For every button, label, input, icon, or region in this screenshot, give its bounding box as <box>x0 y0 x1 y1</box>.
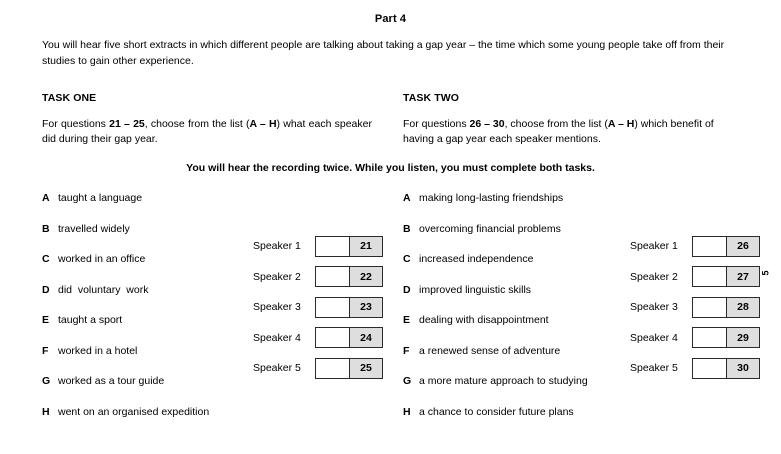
task-two-instruction <box>403 117 743 147</box>
speaker-label: Speaker 3 <box>630 301 678 314</box>
option-letter: E <box>403 314 411 326</box>
speaker-label: Speaker 3 <box>253 301 301 314</box>
task-two-answer-column <box>630 231 760 384</box>
speaker-label: Speaker 4 <box>253 331 301 344</box>
option-letter: B <box>403 222 411 235</box>
option-label: taught a sport <box>58 314 123 326</box>
option-letter: E <box>42 314 50 326</box>
list-item <box>42 284 272 315</box>
speaker-label: Speaker 2 <box>253 270 301 283</box>
speaker-row <box>630 262 760 293</box>
speaker-row <box>253 292 383 323</box>
option-label: worked in a hotel <box>58 344 138 357</box>
question-number: 22 <box>349 267 382 286</box>
answer-input[interactable] <box>693 328 726 347</box>
page-number: 5 <box>760 270 771 276</box>
intro-paragraph: You will hear five short extracts in which different people are talking about taking a gap year – the time which some young people take off from their studies to gain other experience. <box>42 39 725 67</box>
task-one-letter-range: A – H <box>249 118 277 130</box>
answer-input[interactable] <box>316 237 349 256</box>
option-letter: A <box>403 192 411 204</box>
list-item <box>403 253 633 284</box>
task-two-instruction-middle: , choose from the list ( <box>504 118 608 130</box>
option-letter: G <box>403 375 412 387</box>
list-item <box>42 253 272 284</box>
speaker-row <box>253 262 383 293</box>
speaker-row <box>630 353 760 384</box>
list-item <box>42 223 272 254</box>
answer-input[interactable] <box>693 298 726 317</box>
task-two-instruction-suffix: ) which benefit of having a gap year each speaker mentions. <box>403 118 714 145</box>
page-title: Part 4 <box>374 13 407 25</box>
question-number: 21 <box>349 237 382 256</box>
list-item <box>42 192 272 223</box>
answer-box[interactable] <box>692 266 760 287</box>
option-label: a more mature approach to studying <box>419 375 588 387</box>
task-one-answer-column <box>253 231 383 384</box>
task-two-letter-range: A – H <box>607 118 635 130</box>
speaker-label: Speaker 4 <box>630 331 678 344</box>
speaker-label: Speaker 5 <box>630 362 678 375</box>
task-one-instruction-middle: , choose from the list ( <box>144 118 250 130</box>
list-item <box>403 345 633 376</box>
option-letter: H <box>42 405 50 418</box>
list-item <box>403 375 633 406</box>
speaker-row <box>253 231 383 262</box>
task-one-question-range: 21 – 25 <box>109 118 145 130</box>
option-label: a chance to consider future plans <box>419 405 574 418</box>
option-letter: D <box>42 283 50 296</box>
answer-input[interactable] <box>316 298 349 317</box>
speaker-label: Speaker 5 <box>253 362 301 375</box>
list-item <box>42 345 272 376</box>
speaker-row <box>253 353 383 384</box>
option-label: a renewed sense of adventure <box>419 344 561 357</box>
answer-input[interactable] <box>316 267 349 286</box>
option-label: taught a language <box>58 192 143 204</box>
option-label: overcoming financial problems <box>419 222 561 235</box>
task-two-instruction-prefix: For questions <box>403 118 470 130</box>
speaker-label: Speaker 2 <box>630 270 678 283</box>
list-item <box>42 375 272 406</box>
option-label: went on an organised expedition <box>58 405 210 418</box>
option-letter: B <box>42 222 50 235</box>
task-two-heading: TASK TWO <box>403 92 460 104</box>
answer-box[interactable] <box>692 327 760 348</box>
option-letter: D <box>403 283 411 296</box>
list-item <box>403 406 633 437</box>
question-number: 30 <box>726 359 759 378</box>
answer-input[interactable] <box>693 267 726 286</box>
answer-box[interactable] <box>692 358 760 379</box>
option-label: did voluntary work <box>58 283 149 296</box>
answer-box[interactable] <box>315 297 383 318</box>
task-one-instruction-suffix: ) what each speaker did during their gap year. <box>42 118 372 145</box>
list-item <box>403 314 633 345</box>
speaker-row <box>630 231 760 262</box>
option-letter: C <box>403 253 411 265</box>
speaker-row <box>253 323 383 354</box>
speaker-row <box>630 292 760 323</box>
answer-input[interactable] <box>693 237 726 256</box>
question-number: 29 <box>726 328 759 347</box>
speaker-label: Speaker 1 <box>253 240 301 253</box>
task-one-heading: TASK ONE <box>42 92 97 104</box>
list-item <box>403 284 633 315</box>
list-item <box>42 406 272 437</box>
option-letter: F <box>403 344 410 357</box>
list-item <box>42 314 272 345</box>
option-letter: H <box>403 405 411 418</box>
answer-box[interactable] <box>692 236 760 257</box>
speaker-label: Speaker 1 <box>630 240 678 253</box>
answer-input[interactable] <box>693 359 726 378</box>
answer-box[interactable] <box>315 327 383 348</box>
answer-input[interactable] <box>316 328 349 347</box>
option-label: dealing with disappointment <box>419 314 549 326</box>
question-number: 27 <box>726 267 759 286</box>
option-letter: C <box>42 253 50 265</box>
question-number: 23 <box>349 298 382 317</box>
list-item <box>403 223 633 254</box>
option-label: travelled widely <box>58 222 130 235</box>
speaker-row <box>630 323 760 354</box>
question-number: 24 <box>349 328 382 347</box>
question-number: 26 <box>726 237 759 256</box>
question-number: 28 <box>726 298 759 317</box>
answer-box[interactable] <box>315 236 383 257</box>
option-letter: F <box>42 344 49 357</box>
task-two-question-range: 26 – 30 <box>469 118 505 130</box>
listening-notice: You will hear the recording twice. While you listen, you must complete both tasks. <box>186 162 595 174</box>
option-label: worked as a tour guide <box>58 375 165 387</box>
option-label: worked in an office <box>58 253 146 265</box>
option-label: improved linguistic skills <box>419 283 532 296</box>
option-letter: A <box>42 192 50 204</box>
answer-input[interactable] <box>316 359 349 378</box>
task-one-instruction-prefix: For questions <box>42 118 110 130</box>
answer-box[interactable] <box>315 358 383 379</box>
option-label: increased independence <box>419 253 534 265</box>
option-letter: G <box>42 375 51 387</box>
list-item <box>403 192 633 223</box>
answer-box[interactable] <box>315 266 383 287</box>
option-label: making long-lasting friendships <box>419 192 564 204</box>
answer-box[interactable] <box>692 297 760 318</box>
question-number: 25 <box>349 359 382 378</box>
task-one-instruction <box>42 117 372 147</box>
task-one-options-list <box>42 192 272 436</box>
task-two-options-list <box>403 192 633 436</box>
